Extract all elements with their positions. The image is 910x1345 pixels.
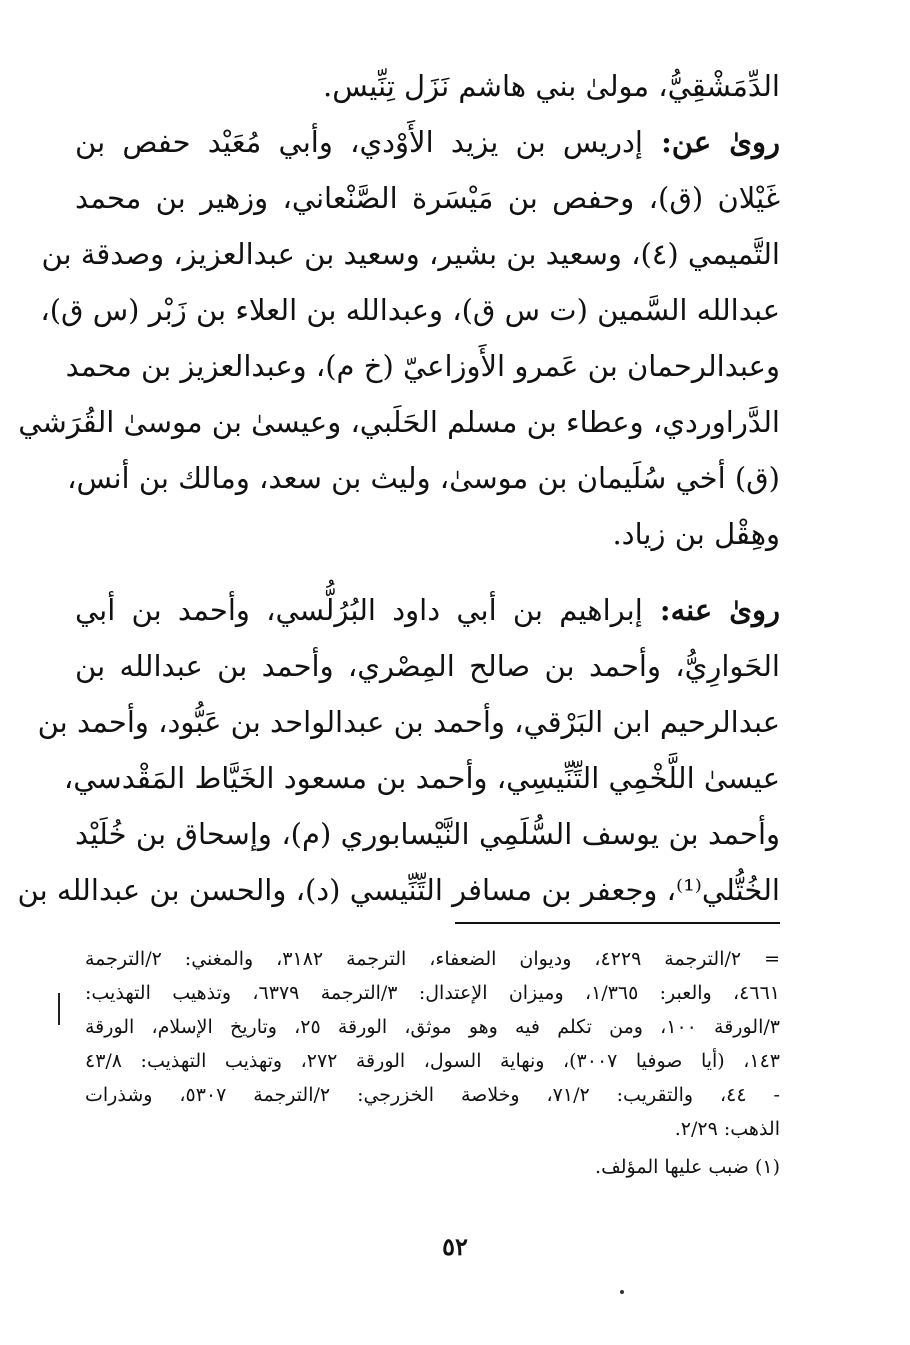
footnote-separator bbox=[455, 922, 780, 924]
text-line: رویٰ عنه: إبراهيم بن أبي داود البُرُلُّسي، وأحمد بن أبي bbox=[75, 593, 780, 627]
section-label-narrated-by: رویٰ عنه: bbox=[642, 593, 780, 627]
text-line: عبدالرحيم ابن البَرْقي، وأحمد بن عبدالواحد بن عَبُّود، وأحمد بن bbox=[37, 705, 780, 739]
text-line: رویٰ عن: إدريس بن يزيد الأَوْدي، وأبي مُعَيْد حفص بن bbox=[75, 125, 780, 159]
text-line: وأحمد بن يوسف السُّلَمِي النَّيْسابوري (م)، وإسحاق بن خُلَيْد bbox=[75, 817, 780, 851]
main-text bbox=[17, 58, 780, 918]
footnotes bbox=[85, 942, 780, 1184]
text-line: عبدالله السَّمين (ت س ق)، وعبدالله بن العلاء بن زَبْر (س ق)، bbox=[40, 293, 780, 327]
footnote-line: - ٤٤، والتقريب: ٧١/٢، وخلاصة الخزرجي: ٢/الترجمة ٥٣٠٧، وشذرات bbox=[85, 1084, 780, 1106]
text-line: الدَّراوردي، وعطاء بن مسلم الحَلَبي، وعيسىٰ بن موسىٰ القُرَشي bbox=[18, 405, 780, 439]
text-line: وهِقْل بن زياد. bbox=[612, 517, 780, 551]
text-line: الخُتُّلي⁽¹⁾، وجعفر بن مسافر التِّنِّيسي (د)، والحسن بن عبدالله بن bbox=[17, 873, 780, 907]
print-speck bbox=[620, 1290, 624, 1294]
footnote-1: (١) ضبب عليها المؤلف. bbox=[595, 1156, 780, 1178]
text-line: عيسىٰ اللَّخْمِي التِّنِّيسِي، وأحمد بن مسعود الخَيَّاط المَقْدسي، bbox=[63, 761, 780, 795]
text-line: وعبدالرحمان بن عَمرو الأَوزاعيّ (خ م)، وعبدالعزيز بن محمد bbox=[65, 349, 780, 383]
footnote-line: ٣/الورقة ١٠٠، ومن تكلم فيه وهو موثق، الورقة ٢٥، وتاريخ الإسلام، الورقة bbox=[85, 1016, 780, 1038]
page-number: ٥٢ bbox=[442, 1232, 468, 1261]
section-label-narrated-from: رویٰ عن: bbox=[642, 125, 780, 159]
margin-mark bbox=[58, 993, 60, 1025]
footnote-line: الذهب: ٢/٢٩. bbox=[674, 1118, 780, 1140]
text-line: الدِّمَشْقِيُّ، مولىٰ بني هاشم نَزَل تِنِّيس. bbox=[323, 69, 780, 103]
footnote-line: = ٢/الترجمة ٤٢٢٩، وديوان الضعفاء، الترجمة ٣١٨٢، والمغني: ٢/الترجمة bbox=[85, 948, 781, 970]
text-line: غَيْلان (ق)، وحفص بن مَيْسَرة الصَّنْعاني، وزهير بن محمد bbox=[75, 181, 780, 215]
text-line: الحَوارِيُّ، وأحمد بن صالح المِصْري، وأحمد بن عبدالله بن bbox=[75, 649, 780, 683]
text-line: التَّميمي (٤)، وسعيد بن بشير، وسعيد بن عبدالعزيز، وصدقة بن bbox=[41, 237, 780, 271]
text-line: (ق) أخي سُلَيمان بن موسىٰ، وليث بن سعد، ومالك بن أنس، bbox=[67, 461, 780, 495]
footnote-line: ٤٦٦١، والعبر: ١/٣٦٥، وميزان الإعتدال: ٣/الترجمة ٦٣٧٩، وتذهيب التهذيب: bbox=[85, 982, 780, 1004]
footnote-line: ١٤٣، (أيا صوفيا ٣٠٠٧)، ونهاية السول، الورقة ٢٧٢، وتهذيب التهذيب: ٤٣/٨ bbox=[85, 1050, 780, 1072]
